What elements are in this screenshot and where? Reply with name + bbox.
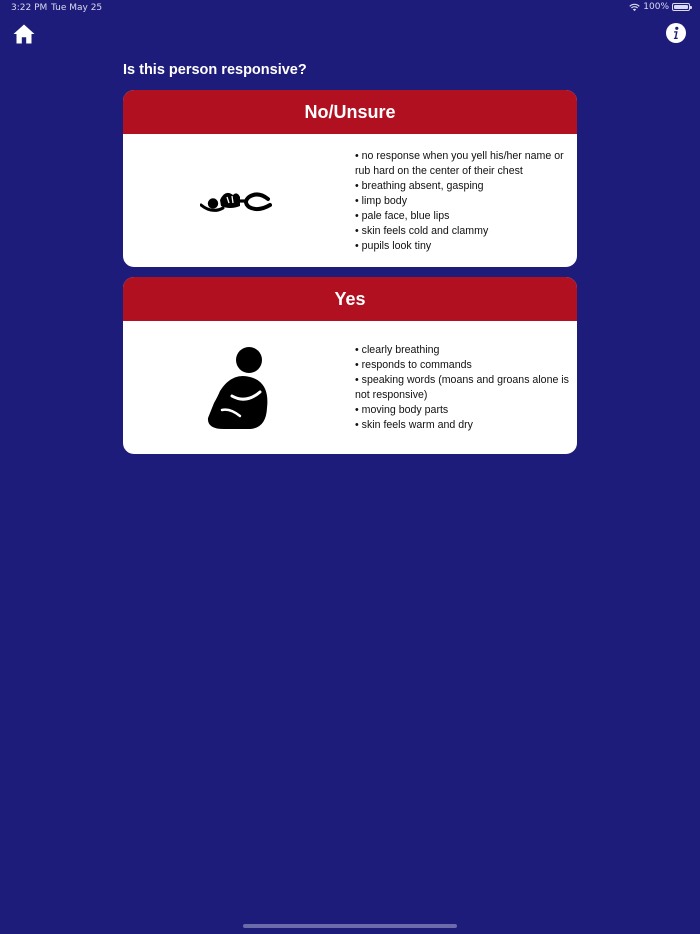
person-lying-down-icon (200, 188, 272, 214)
list-item: • moving body parts (355, 403, 571, 418)
battery-icon (672, 3, 690, 11)
info-icon (665, 22, 687, 44)
home-button[interactable] (12, 23, 36, 45)
list-item: • pupils look tiny (355, 239, 571, 254)
list-item: • speaking words (moans and groans alone is not responsive) (355, 373, 571, 403)
list-item: • pale face, blue lips (355, 209, 571, 224)
status-indicators (629, 2, 690, 12)
symptom-list (355, 343, 571, 433)
card-yes[interactable] (123, 277, 577, 454)
battery-percentage: 100% (643, 2, 669, 12)
list-item: • limp body (355, 194, 571, 209)
card-no-unsure[interactable] (123, 90, 577, 267)
question-heading: Is this person responsive? (123, 62, 307, 78)
status-bar (0, 0, 700, 16)
list-item: • skin feels warm and dry (355, 418, 571, 433)
card-header: No/Unsure (123, 90, 577, 134)
wifi-icon (629, 3, 640, 12)
list-item: • breathing absent, gasping (355, 179, 571, 194)
person-sitting-icon (204, 346, 270, 430)
card-header: Yes (123, 277, 577, 321)
list-item: • skin feels cold and clammy (355, 224, 571, 239)
status-time: 3:22 PM (11, 3, 48, 13)
status-date: Tue May 25 (51, 3, 103, 13)
card-body (123, 321, 577, 454)
list-item: • responds to commands (355, 358, 571, 373)
list-item: • clearly breathing (355, 343, 571, 358)
list-item: • no response when you yell his/her name or rub hard on the center of their chest (355, 149, 571, 179)
home-indicator[interactable] (243, 924, 457, 928)
card-body (123, 134, 577, 267)
symptom-list (355, 149, 571, 254)
info-button[interactable] (665, 22, 687, 44)
home-icon (12, 23, 36, 45)
